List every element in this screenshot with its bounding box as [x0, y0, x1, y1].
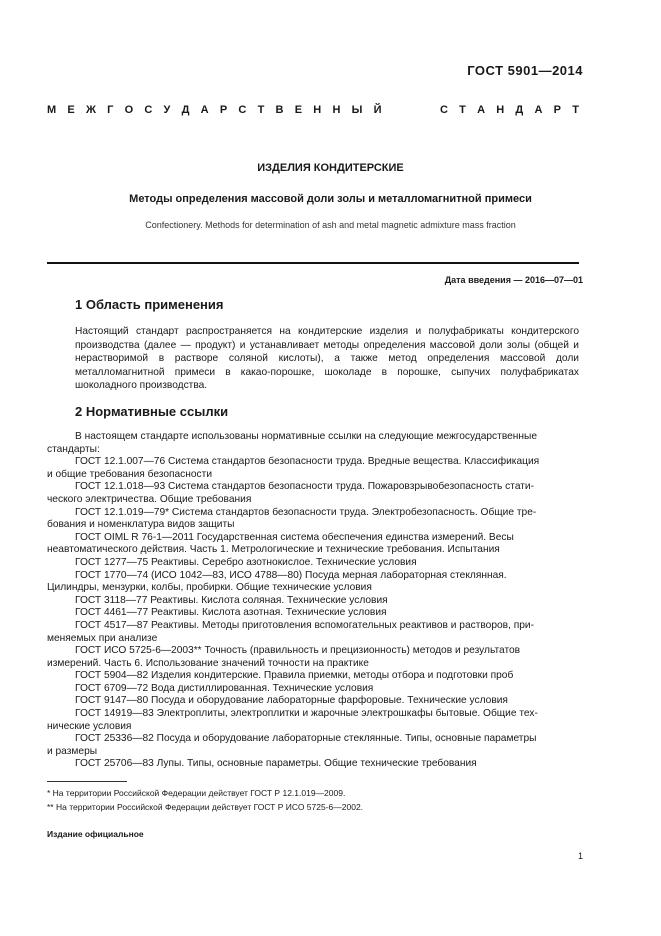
banner-letter: Т — [572, 104, 579, 116]
reference-line: В настоящем стандарте использованы нормативные ссылки на следующие межгосударственные — [75, 431, 538, 442]
introduction-date: Дата введения — 2016—07—01 — [444, 275, 583, 285]
reference-line: ГОСТ 12.1.018—93 Система стандартов безопасности труда. Пожаровзрывобезопасность стати- — [75, 481, 535, 493]
reference-line: и общие требования безопасности — [47, 468, 213, 480]
banner-letter: А — [477, 104, 486, 116]
english-title: Confectionery. Methods for determination of ash and metal magnetic admixture mass fraction — [145, 220, 516, 230]
reference-line: и размеры — [47, 745, 98, 757]
banner-letter: Т — [257, 104, 265, 116]
banner-letter: Р — [219, 104, 228, 116]
interstate-standard-banner — [47, 104, 579, 116]
footnote-1: * На территории Российской Федерации действует ГОСТ Р 12.1.019—2009. — [47, 788, 346, 798]
footnote-2: ** На территории Российской Федерации действует ГОСТ Р ИСО 5725-6—2002. — [47, 802, 364, 812]
banner-letter: В — [275, 104, 284, 116]
reference-line: ГОСТ 3118—77 Реактивы. Кислота соляная. Технические условия — [75, 594, 388, 606]
section-2-heading: 2 Нормативные ссылки — [75, 404, 229, 419]
reference-line: нические условия — [47, 720, 132, 732]
banner-letter: Е — [294, 104, 303, 116]
normative-references-list — [47, 431, 579, 771]
reference-line: ГОСТ 4517—87 Реактивы. Методы приготовления вспомогательных реактивов и растворов, при- — [75, 619, 535, 631]
banner-letter: Г — [107, 104, 114, 116]
banner-letter: С — [238, 104, 247, 116]
banner-letter: Ж — [85, 104, 96, 116]
reference-line: ГОСТ 1770—74 (ИСО 1042—83, ИСО 4788—80) Посуда мерная лабораторная стеклянная. — [75, 569, 507, 581]
reference-line: ГОСТ 5904—82 Изделия кондитерские. Правила приемки, методы отбора и подготовки проб — [75, 670, 514, 682]
official-edition-label: Издание официальное — [47, 829, 144, 839]
section-1-heading: 1 Область применения — [75, 297, 224, 312]
reference-line: меняемых при анализе — [47, 632, 158, 644]
banner-letter: А — [200, 104, 209, 116]
reference-line: стандарты: — [47, 443, 100, 455]
reference-line: неавтоматического действия. Часть 1. Метрологические и технические требования. Испытания — [47, 544, 500, 556]
reference-line: бования и номенклатура видов защиты — [47, 519, 235, 531]
reference-line: ГОСТ 12.1.007—76 Система стандартов безопасности труда. Вредные вещества. Классификация — [75, 456, 540, 468]
banner-letter: Н — [332, 104, 341, 116]
title-divider — [47, 262, 579, 264]
banner-letter: Ы — [351, 104, 363, 116]
standard-subtitle: Методы определения массовой доли золы и металломагнитной примеси — [129, 193, 532, 205]
banner-letter: М — [47, 104, 57, 116]
banner-letter: А — [534, 104, 543, 116]
reference-line: ГОСТ 6709—72 Вода дистиллированная. Технические условия — [75, 682, 374, 694]
banner-letter: Е — [67, 104, 75, 116]
reference-line: ГОСТ 12.1.019—79* Система стандартов безопасности труда. Электробезопасность. Общие тре- — [75, 506, 537, 518]
banner-letter: С — [144, 104, 153, 116]
banner-gap — [393, 104, 429, 116]
reference-line: ГОСТ ИСО 5725-6—2003** Точность (правильность и прецизионность) методов и результатов — [75, 645, 521, 657]
footnote-divider — [47, 781, 127, 782]
banner-letter: О — [124, 104, 134, 116]
reference-line: ческого электричества. Общие требования — [47, 493, 252, 505]
banner-letter: Й — [373, 104, 382, 116]
standard-title: ИЗДЕЛИЯ КОНДИТЕРСКИЕ — [257, 162, 404, 174]
banner-letter: Т — [459, 104, 466, 116]
banner-letter: У — [163, 104, 171, 116]
reference-line: Цилиндры, мензурки, колбы, пробирки. Общие технические условия — [47, 582, 372, 594]
reference-line: ГОСТ 25336—82 Посуда и оборудование лабораторные стеклянные. Типы, основные параметры — [75, 733, 537, 745]
page-number: 1 — [577, 851, 583, 861]
reference-line: ГОСТ 1277—75 Реактивы. Серебро азотнокислое. Технические условия — [75, 556, 417, 568]
banner-letter: С — [439, 104, 448, 116]
banner-letter: Р — [553, 104, 561, 116]
reference-line: ГОСТ OIML R 76-1—2011 Государственная система обеспечения единства измерений. Весы — [75, 531, 514, 543]
section-1-text: Настоящий стандарт распространяется на кондитерские изделия и полуфабрикаты кондитерского производства (далее — продукт) и устанавливает методы определения массовой доли золы (общей и нерастворимой в растворе соляной кислоты), а также метод определения массовой доли металломагнитной примеси в какао-порошке, шоколаде в порошке, сыпучих полуфабрикатах шоколадного производства. — [75, 326, 579, 391]
reference-line: измерений. Часть 6. Использование значений точности на практике — [47, 657, 369, 669]
reference-line: ГОСТ 25706—83 Лупы. Типы, основные параметры. Общие технические требования — [75, 758, 477, 770]
banner-letter: Н — [496, 104, 505, 116]
reference-line: ГОСТ 9147—80 Посуда и оборудование лабораторные фарфоровые. Технические условия — [75, 695, 508, 707]
reference-line: ГОСТ 14919—83 Электроплиты, электроплитки и жарочные электрошкафы бытовые. Общие тех- — [75, 708, 538, 720]
doc-number: ГОСТ 5901—2014 — [467, 63, 583, 78]
banner-letter: Н — [313, 104, 322, 116]
banner-letter: Д — [181, 104, 190, 116]
reference-line: ГОСТ 4461—77 Реактивы. Кислота азотная. Технические условия — [75, 607, 387, 619]
banner-letter: Д — [515, 104, 524, 116]
